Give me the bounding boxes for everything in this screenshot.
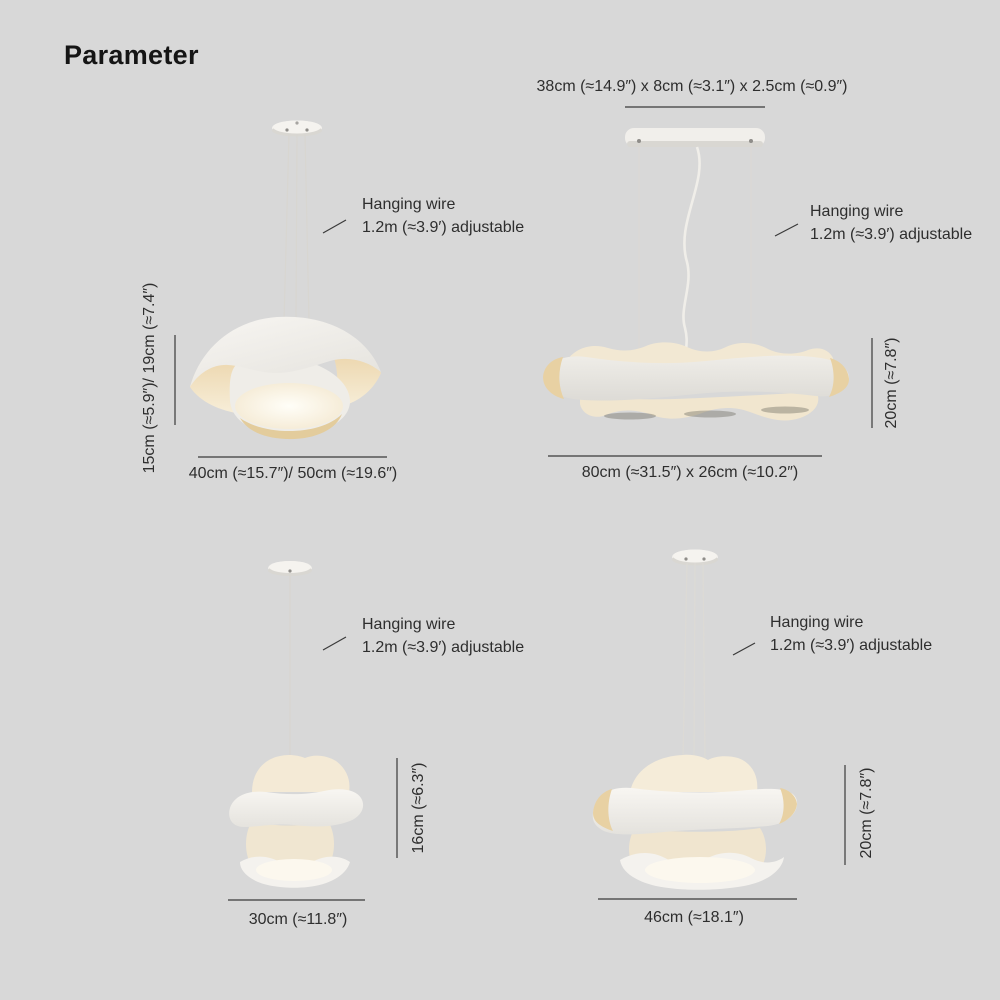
lamp-small-wave-pendant-illustration: [210, 540, 410, 910]
width-dimension-label-lamp2: 80cm (≈31.5″) x 26cm (≈10.2″): [581, 464, 799, 481]
page-title: Parameter: [64, 40, 199, 70]
lamp-flower-wave-pendant-illustration: [170, 110, 410, 440]
hanging-wire-line2: 1.2m (≈3.9′) adjustable: [810, 226, 973, 243]
lamp3-canopy: [268, 561, 312, 576]
hanging-wire-line1: Hanging wire: [770, 614, 864, 631]
height-dimension-label-lamp1: 15cm (≈5.9″)/ 19cm (≈7.4″): [141, 282, 158, 474]
width-dimension-label-lamp3: 30cm (≈11.8″): [248, 911, 348, 928]
hanging-wire-line1: Hanging wire: [362, 616, 456, 633]
hanging-wire-line2: 1.2m (≈3.9′) adjustable: [362, 219, 525, 236]
height-dimension-label-lamp3: 16cm (≈6.3″): [410, 762, 427, 854]
lamp4-wires: [683, 563, 705, 758]
hanging-wire-label-lamp2: [810, 200, 972, 246]
hanging-wire-line1: Hanging wire: [810, 203, 904, 220]
lamp-large-wave-pendant-illustration: [580, 530, 860, 910]
hanging-wire-label-lamp3: [362, 613, 524, 659]
lamp2-wires: [639, 147, 751, 358]
height-dimension-label-lamp4: 20cm (≈7.8″): [858, 767, 875, 859]
lamp2-shade: [543, 342, 849, 420]
lamp2-power-cord: [683, 147, 699, 352]
height-dimension-label-lamp2: 20cm (≈7.8″): [883, 337, 900, 429]
canopy-dimension-label: 38cm (≈14.9″) x 8cm (≈3.1″) x 2.5cm (≈0.9″): [536, 78, 848, 95]
lamp1-wires: [284, 134, 309, 322]
width-dimension-label-lamp1: 40cm (≈15.7″)/ 50cm (≈19.6″): [188, 465, 398, 482]
lamp4-shade: [593, 755, 797, 890]
hanging-wire-line1: Hanging wire: [362, 196, 456, 213]
hanging-wire-label-lamp4: [770, 611, 932, 657]
hanging-wire-line2: 1.2m (≈3.9′) adjustable: [770, 637, 933, 654]
lamp3-shade: [229, 755, 363, 888]
hanging-wire-label-lamp1: [362, 193, 524, 239]
hanging-wire-line2: 1.2m (≈3.9′) adjustable: [362, 639, 525, 656]
width-dimension-label-lamp4: 46cm (≈18.1″): [644, 909, 744, 926]
lamp2-canopy: [625, 128, 765, 147]
lamp1-shade: [190, 317, 381, 439]
lamp-linear-wave-pendant-illustration: [530, 100, 870, 440]
